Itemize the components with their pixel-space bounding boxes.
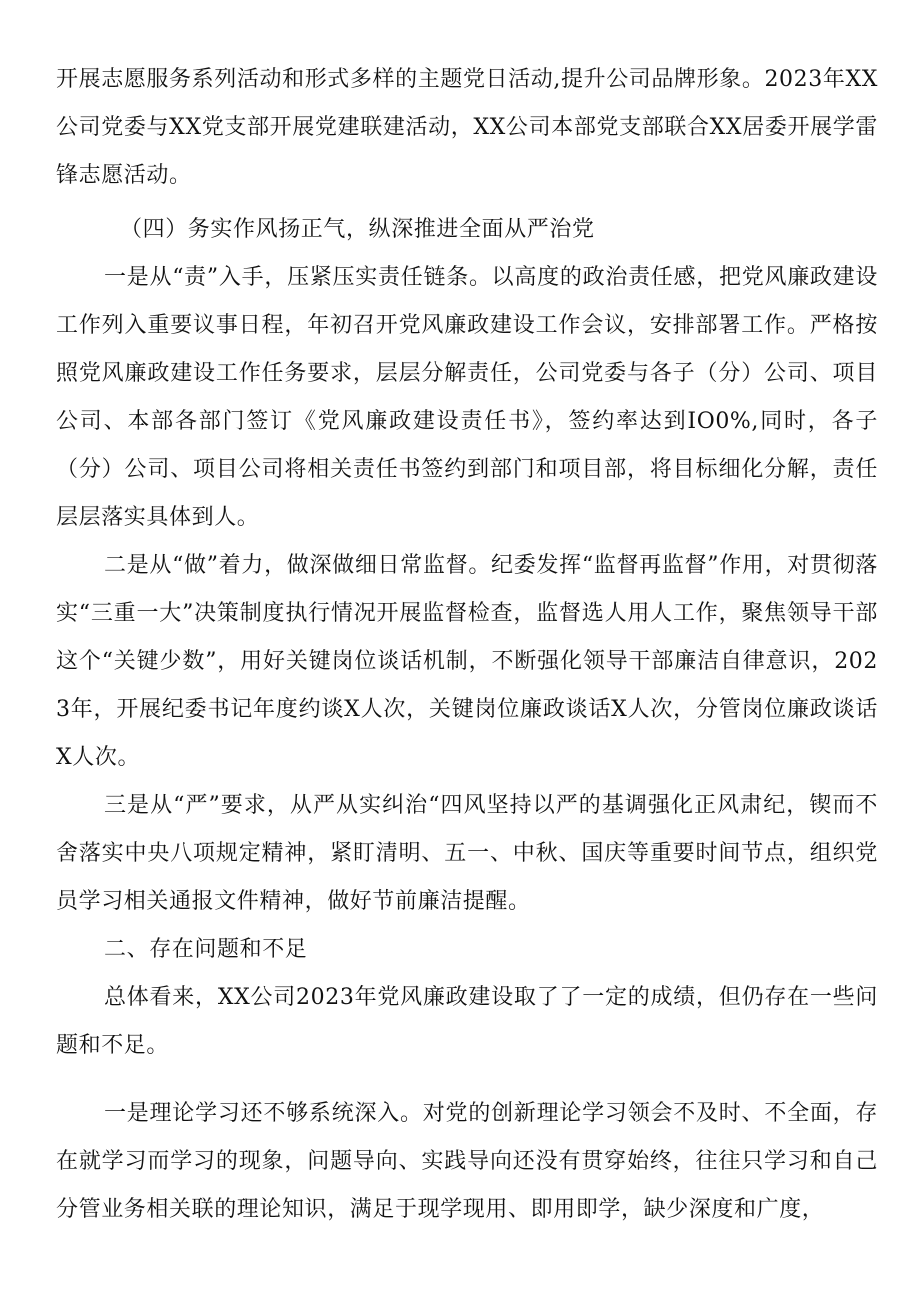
paragraph-overall-summary: 总体看来，XX公司2023年党风廉政建设取了了一定的成绩，但仍存在一些问题和不足。 [56,985,878,1058]
section-heading-four: （四）务实作风扬正气，纵深推进全面从严治党 [120,217,595,242]
paragraph-volunteer-activities: 开展志愿服务系列活动和形式多样的主题党日活动,提升公司品牌形象。2023年XX公司党委与XX党支部开展党建联建活动，XX公司本部党支部联合XX居委开展学雷锋志愿活动。 [56,67,878,188]
document-page [56,56,878,1234]
paragraph-strict-requirements: 三是从“严”要求，从严从实纠治“四风坚持以严的基调强化正风肃纪，锲而不舍落实中央八项规定精神，紧盯清明、五一、中秋、国庆等重要时间节点，组织党员学习相关通报文件精神，做好节前廉洁提醒。 [56,793,878,914]
paragraph-theory-study: 一是理论学习还不够系统深入。对党的创新理论学习领会不及时、不全面，存在就学习而学习的现象，问题导向、实践导向还没有贯穿始终，往往只学习和自己分管业务相关联的理论知识，满足于现学现用、即用即学，缺少深度和广度， [56,1101,878,1222]
paragraph-supervision: 二是从“做”着力，做深做细日常监督。纪委发挥“监督再监督”作用，对贯彻落实“三重一大”决策制度执行情况开展监督检查，监督选人用人工作，聚焦领导干部这个“关键少数”，用好关键岗位谈话机制，不断强化领导干部廉洁自律意识，2023年，开展纪委书记年度约谈X人次，关键岗位廉政谈话X人次，分管岗位廉政谈话X人次。 [56,553,878,770]
section-heading-problems: 二、存在问题和不足 [104,937,308,962]
paragraph-responsibility: 一是从“责”入手，压紧压实责任链条。以高度的政治责任感，把党风廉政建设工作列入重要议事日程，年初召开党风廉政建设工作会议，安排部署工作。严格按照党风廉政建设工作任务要求，层层分解责任，公司党委与各子（分）公司、项目公司、本部各部门签订《党风廉政建设责任书》，签约率达到IO0%,同时，各子（分）公司、项目公司将相关责任书签约到部门和项目部，将目标细化分解，责任层层落实具体到人。 [56,265,878,530]
